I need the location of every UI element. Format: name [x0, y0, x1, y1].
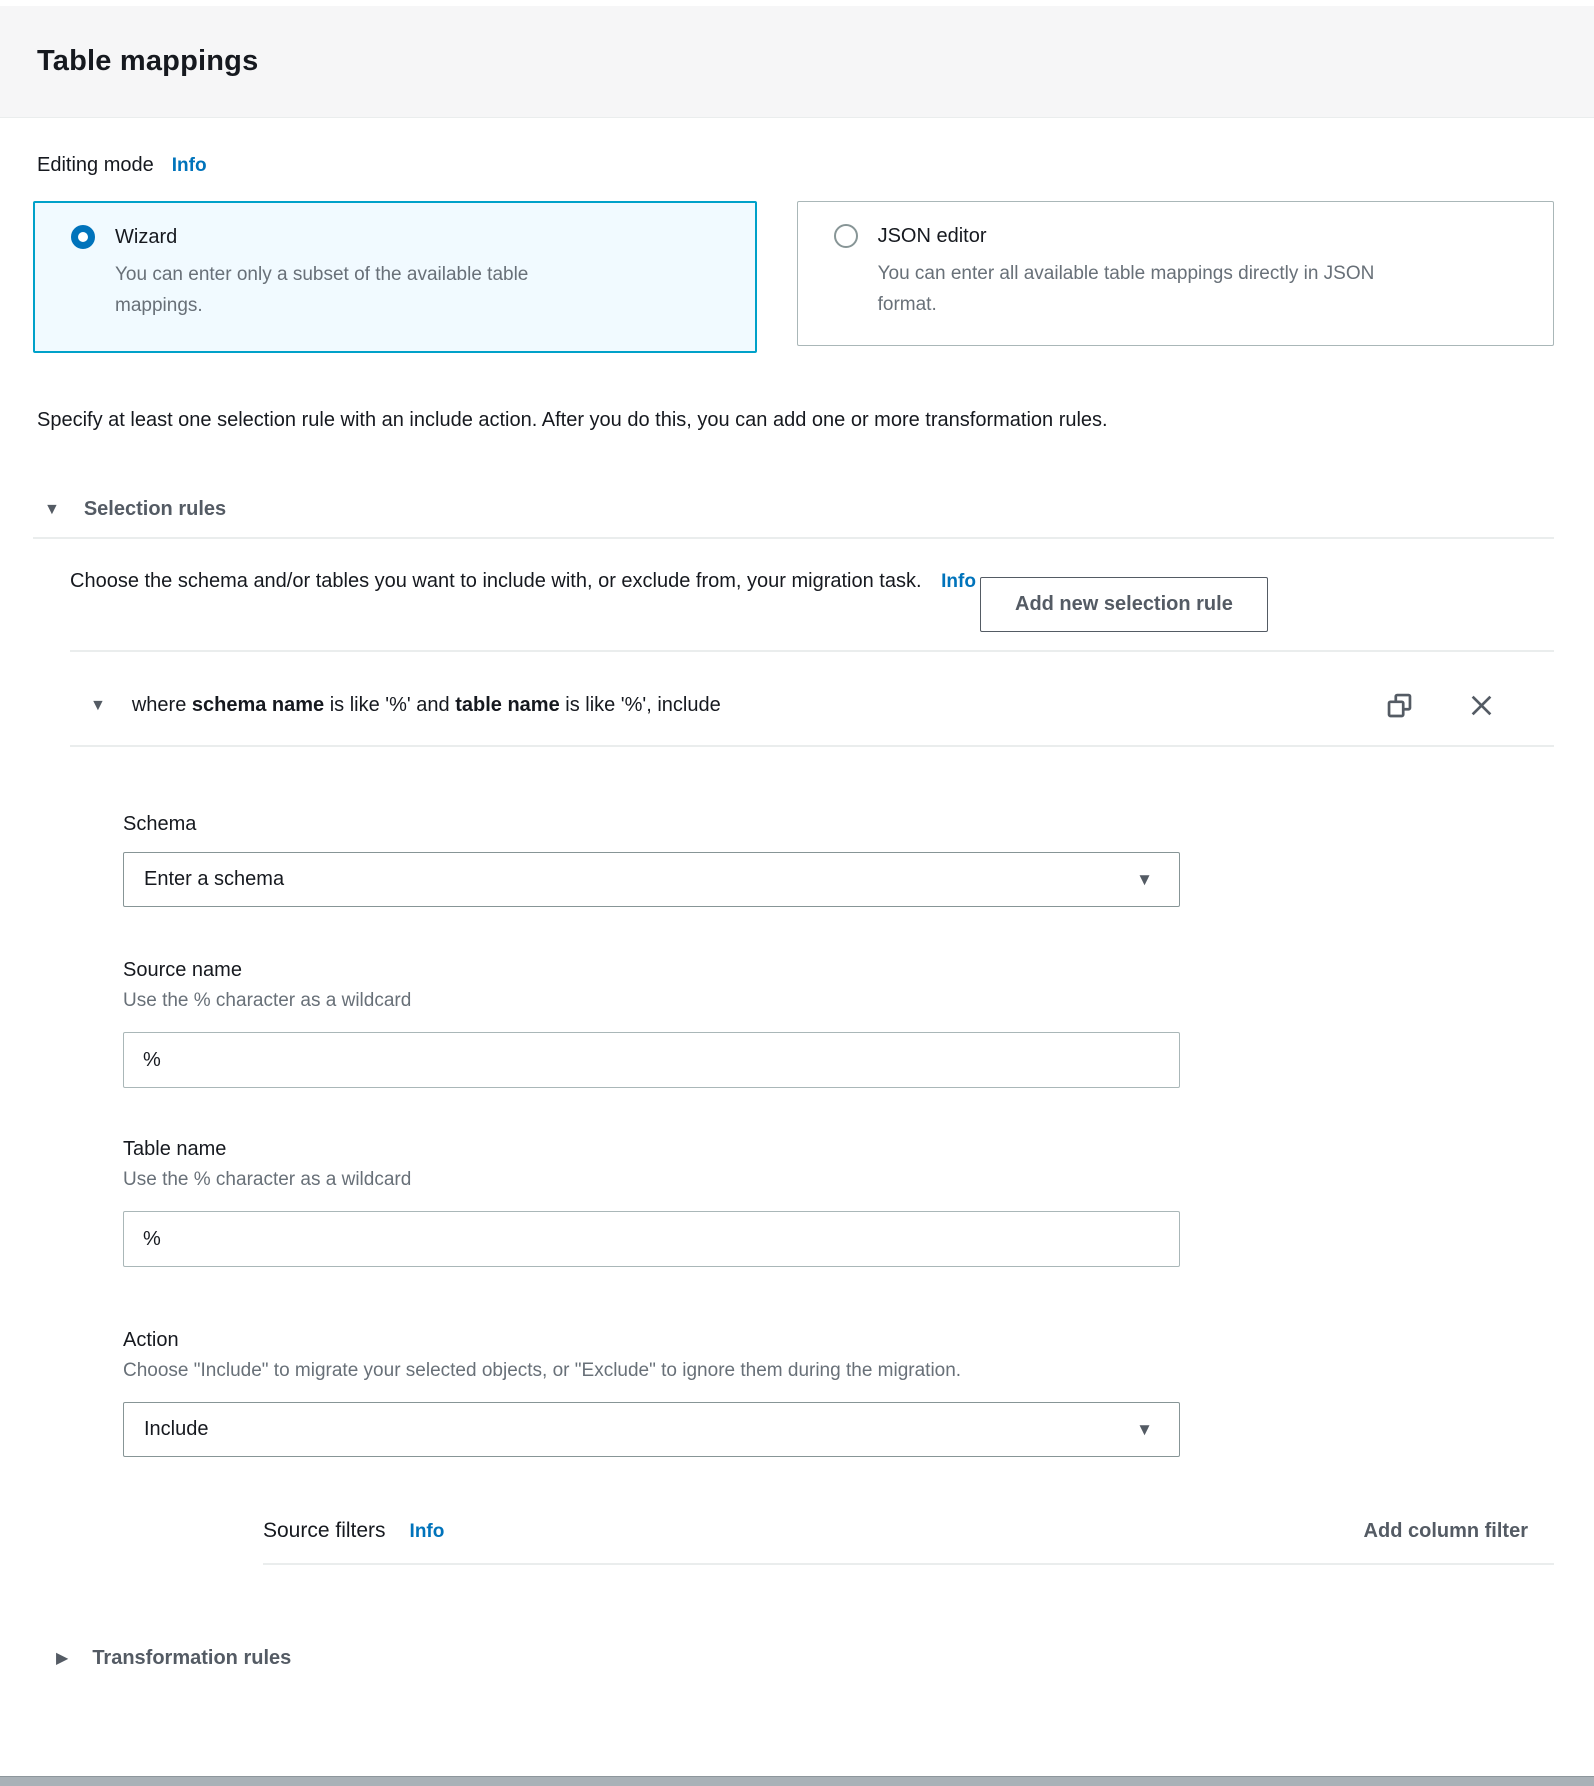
page-header — [0, 6, 1594, 118]
chevron-down-icon: ▼ — [1136, 1419, 1153, 1439]
rule-form — [33, 813, 1554, 1565]
add-selection-rule-button[interactable]: Add new selection rule — [980, 577, 1268, 632]
selection-rules-description-row — [33, 563, 1554, 632]
transformation-rules-wrap — [33, 1647, 1554, 1670]
divider — [70, 745, 1554, 747]
editing-mode-label: Editing mode — [37, 154, 154, 176]
json-editor-mode-card[interactable] — [797, 201, 1554, 346]
wizard-option-label: Wizard — [115, 225, 178, 248]
editing-mode-info-link[interactable]: Info — [171, 155, 207, 176]
rule-expand-icon[interactable]: ▼ — [90, 696, 106, 714]
action-select-value: Include — [144, 1418, 209, 1440]
schema-field — [123, 813, 1554, 907]
source-filters-info-link[interactable]: Info — [409, 1521, 445, 1542]
rule-summary-part: is like '%' and — [324, 694, 456, 716]
table-name-field — [123, 1138, 1554, 1267]
table-name-helper: Use the % character as a wildcard — [123, 1169, 412, 1190]
chevron-down-icon: ▼ — [44, 500, 60, 518]
divider — [33, 537, 1554, 539]
action-select[interactable] — [123, 1402, 1180, 1457]
selection-rules-header[interactable] — [33, 498, 1554, 521]
action-label: Action — [123, 1329, 179, 1351]
bottom-panel-edge — [0, 1776, 1594, 1786]
schema-select[interactable] — [123, 852, 1180, 907]
transformation-rules-title: Transformation rules — [92, 1647, 292, 1669]
selection-rules-title: Selection rules — [83, 498, 227, 520]
selection-rules-info-link[interactable]: Info — [941, 571, 976, 592]
table-name-input[interactable] — [123, 1211, 1180, 1267]
wizard-mode-card[interactable] — [33, 201, 757, 353]
schema-select-value: Enter a schema — [144, 868, 285, 890]
wizard-radio-row — [71, 225, 735, 249]
action-field — [123, 1329, 1554, 1457]
selection-rules-description — [70, 563, 980, 599]
source-filters-row — [263, 1519, 1554, 1543]
rule-summary-part: is like '%', include — [559, 694, 721, 716]
main-content — [0, 154, 1594, 1670]
table-name-label: Table name — [123, 1138, 227, 1160]
transformation-rules-header[interactable] — [33, 1647, 1554, 1670]
source-name-helper: Use the % character as a wildcard — [123, 990, 412, 1011]
page-title: Table mappings — [37, 45, 259, 77]
rule-summary-part: where — [131, 694, 192, 716]
editing-mode-row — [33, 154, 1554, 177]
selection-rules-description-text: Choose the schema and/or tables you want to include with, or exclude from, your migration task. — [70, 570, 922, 592]
chevron-down-icon: ▼ — [1136, 869, 1153, 889]
rule-summary — [132, 694, 1386, 717]
rule-summary-schema: schema name — [191, 694, 325, 716]
add-column-filter-button[interactable]: Add column filter — [1363, 1520, 1528, 1542]
source-filters-label: Source filters — [263, 1519, 386, 1542]
rule-summary-table: table name — [455, 694, 560, 716]
rule-header-row — [33, 692, 1554, 719]
source-name-label: Source name — [123, 959, 242, 981]
divider — [70, 650, 1554, 652]
radio-selected-icon[interactable] — [71, 225, 95, 249]
chevron-right-icon: ▶ — [56, 1649, 69, 1667]
divider — [263, 1563, 1554, 1565]
schema-label: Schema — [123, 813, 197, 835]
duplicate-rule-icon[interactable] — [1386, 692, 1413, 719]
source-name-input[interactable] — [123, 1032, 1180, 1088]
remove-rule-icon[interactable] — [1469, 693, 1494, 718]
intro-text: Specify at least one selection rule with an include action. After you do this, you can add one or more transformation rules. — [37, 409, 1108, 431]
json-editor-radio-row — [834, 224, 1533, 248]
action-helper: Choose "Include" to migrate your selected objects, or "Exclude" to ignore them during the migration. — [123, 1360, 962, 1381]
source-filters-left — [263, 1519, 444, 1543]
wizard-option-description: You can enter only a subset of the available table mappings. — [115, 264, 529, 317]
editing-mode-options — [33, 201, 1554, 353]
json-editor-option-label: JSON editor — [877, 224, 987, 247]
radio-unselected-icon[interactable] — [834, 224, 858, 248]
json-editor-option-description: You can enter all available table mappings directly in JSON format. — [877, 263, 1375, 316]
source-name-field — [123, 959, 1554, 1088]
